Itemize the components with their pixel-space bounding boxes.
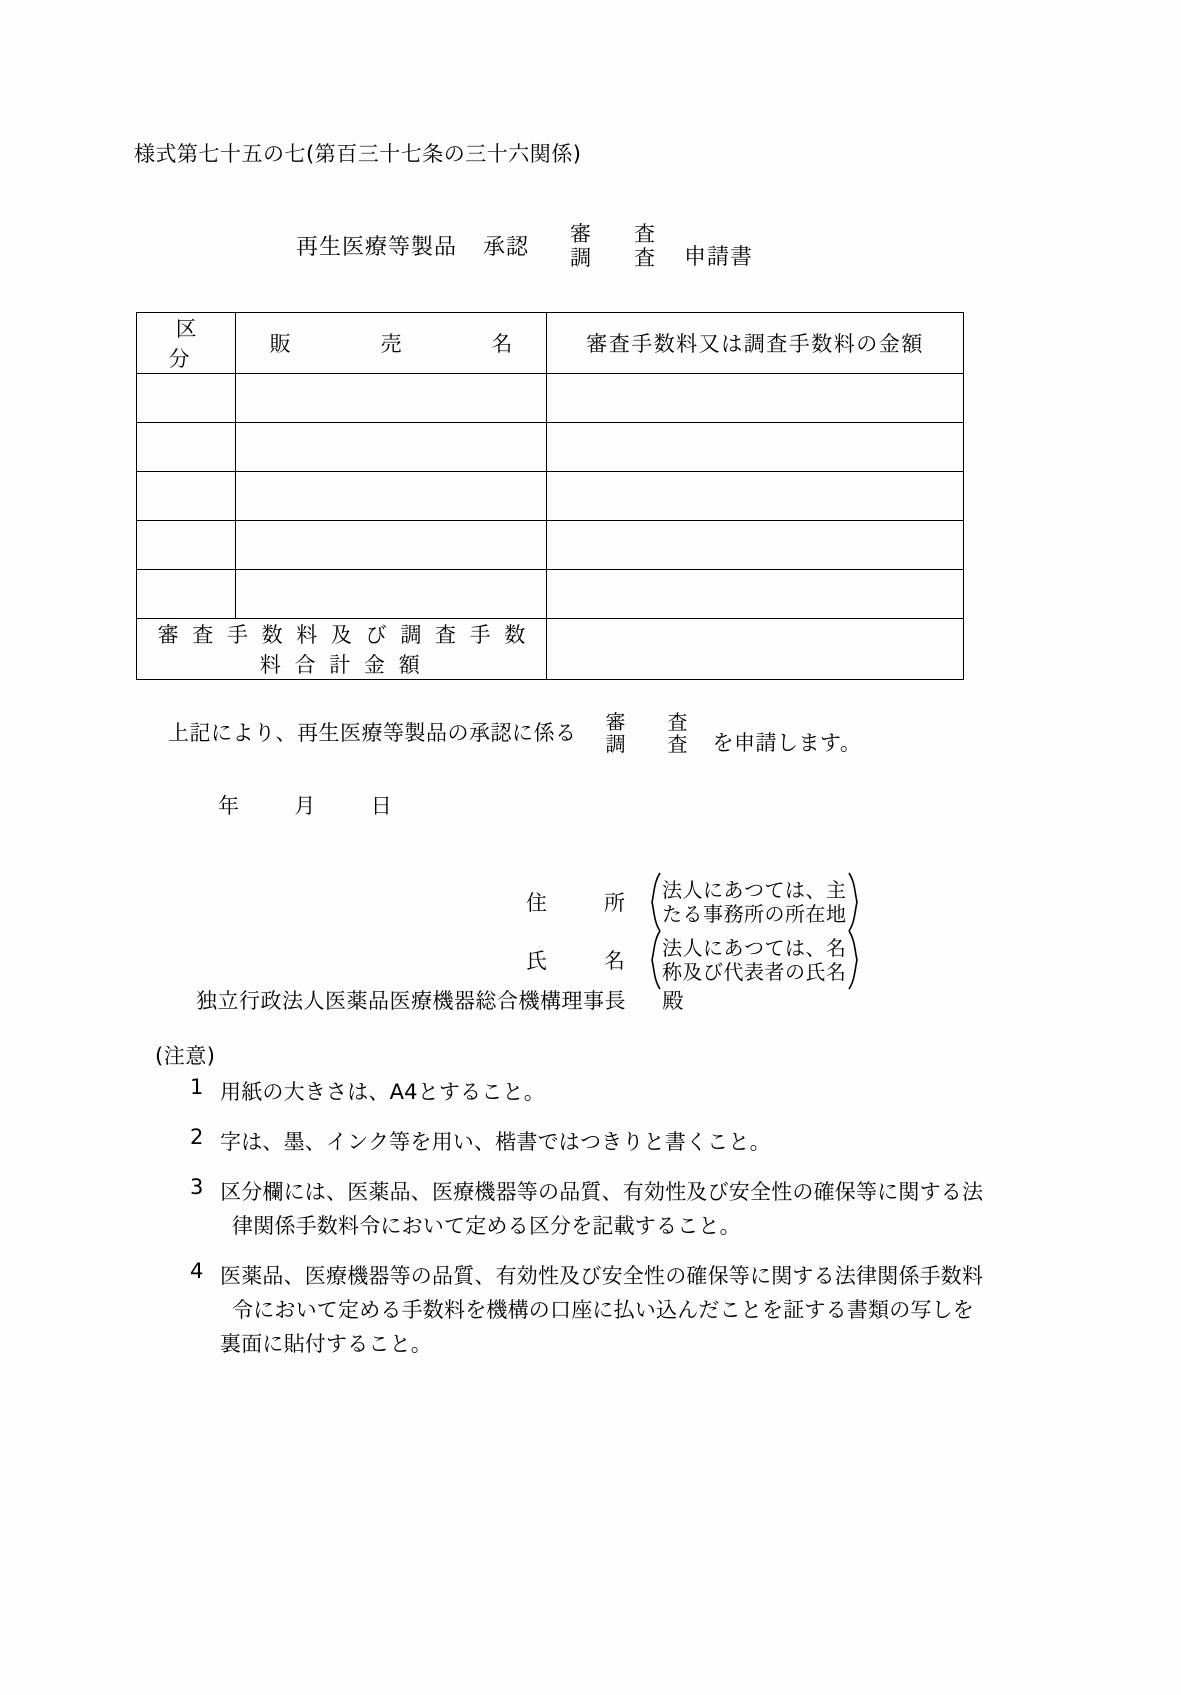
list-item bbox=[190, 1125, 990, 1159]
total-value[interactable] bbox=[547, 619, 964, 680]
statement-tail: を申請します。 bbox=[712, 731, 862, 756]
addressee-honorific: 殿 bbox=[662, 989, 684, 1013]
note-text-wrap bbox=[220, 1175, 983, 1243]
table-row bbox=[137, 423, 964, 472]
address-note-lines bbox=[662, 872, 847, 932]
address-note-line-2: たる事務所の所在地 bbox=[662, 902, 847, 926]
form-number: 様式第七十五の七(第百三十七条の三十六関係) bbox=[134, 142, 582, 166]
header-kubun: 区 分 bbox=[137, 313, 236, 374]
table-row bbox=[137, 374, 964, 423]
date-year: 年 bbox=[218, 794, 241, 818]
header-hanbai: 販 売 名 bbox=[236, 313, 547, 374]
fee-table-head bbox=[137, 313, 964, 374]
name-note-line-2: 称及び代表者の氏名 bbox=[662, 960, 847, 984]
statement-lead: 上記により、再生医療等製品の承認に係る bbox=[168, 721, 577, 746]
left-brace-icon bbox=[649, 930, 662, 990]
fee-table-header-row bbox=[137, 313, 964, 374]
cell-kubun[interactable] bbox=[137, 423, 236, 472]
table-row bbox=[137, 472, 964, 521]
cell-hanbai[interactable] bbox=[236, 570, 547, 619]
cell-hanbai[interactable] bbox=[236, 472, 547, 521]
address-note-group bbox=[649, 872, 860, 932]
addressee-line bbox=[196, 985, 684, 1015]
cell-kingaku[interactable] bbox=[547, 521, 964, 570]
note-number: 2 bbox=[190, 1125, 204, 1150]
title-review-top: 審 査 bbox=[570, 222, 667, 246]
address-note-line-1: 法人にあつては、主 bbox=[662, 877, 847, 902]
notes-heading: (注意) bbox=[155, 1044, 216, 1068]
note-text: 用紙の大きさは、A4とすること。 bbox=[220, 1080, 545, 1104]
table-row bbox=[137, 521, 964, 570]
note-text: 字は、墨、インク等を用い、楷書ではつきりと書くこと。 bbox=[220, 1130, 771, 1155]
title-product: 再生医療等製品 bbox=[296, 235, 458, 261]
cell-hanbai[interactable] bbox=[236, 374, 547, 423]
right-brace-icon bbox=[847, 930, 860, 990]
date-month: 月 bbox=[294, 794, 318, 818]
title-approval: 承認 bbox=[483, 235, 530, 261]
list-item bbox=[190, 1175, 990, 1243]
right-brace-icon bbox=[847, 872, 860, 932]
title-review-stack bbox=[559, 223, 666, 270]
cell-hanbai[interactable] bbox=[236, 423, 547, 472]
cell-kubun[interactable] bbox=[137, 570, 236, 619]
note-text-wrap bbox=[220, 1259, 990, 1361]
statement-review-top: 審 査 bbox=[605, 710, 699, 734]
name-note-group bbox=[649, 930, 860, 990]
addressee-organization: 独立行政法人医薬品医療機器総合機構理事長 bbox=[196, 989, 626, 1013]
header-kingaku: 審査手数料又は調査手数料の金額 bbox=[547, 313, 964, 374]
name-label: 氏 名 bbox=[526, 949, 643, 973]
table-total-row bbox=[137, 619, 964, 680]
date-day: 日 bbox=[370, 794, 394, 818]
list-item bbox=[190, 1075, 990, 1109]
cell-kubun[interactable] bbox=[137, 472, 236, 521]
total-label: 審 査 手 数 料 及 び 調 査 手 数 料 合 計 金 額 bbox=[137, 619, 547, 680]
list-item bbox=[190, 1259, 990, 1361]
name-field bbox=[508, 930, 860, 990]
cell-kingaku[interactable] bbox=[547, 472, 964, 521]
note-text-continuation: 律関係手数料令において定める区分を記載すること。 bbox=[232, 1214, 741, 1239]
title-suffix: 申請書 bbox=[684, 245, 754, 271]
statement-review-stack bbox=[595, 711, 699, 756]
address-field bbox=[508, 872, 860, 932]
note-text: 区分欄には、医薬品、医療機器等の品質、有効性及び安全性の確保等に関する法 bbox=[220, 1180, 984, 1205]
notes-list bbox=[190, 1075, 990, 1377]
note-number: 3 bbox=[190, 1175, 204, 1200]
cell-kubun[interactable] bbox=[137, 521, 236, 570]
note-number: 1 bbox=[190, 1075, 204, 1099]
title-review-bottom: 調 査 bbox=[570, 245, 667, 270]
cell-kingaku[interactable] bbox=[547, 374, 964, 423]
date-line[interactable] bbox=[218, 790, 394, 820]
cell-kubun[interactable] bbox=[137, 374, 236, 423]
document-title bbox=[296, 222, 753, 269]
name-note-line-1: 法人にあつては、名 bbox=[662, 935, 847, 960]
cell-kingaku[interactable] bbox=[547, 423, 964, 472]
cell-hanbai[interactable] bbox=[236, 521, 547, 570]
note-number: 4 bbox=[190, 1259, 204, 1284]
address-label: 住 所 bbox=[526, 891, 643, 915]
application-statement bbox=[168, 710, 861, 755]
fee-table-body bbox=[137, 374, 964, 680]
statement-review-bottom: 調 査 bbox=[605, 732, 699, 757]
fee-table bbox=[136, 312, 964, 680]
note-text: 医薬品、医療機器等の品質、有効性及び安全性の確保等に関する法律関係手数料 bbox=[220, 1264, 984, 1289]
note-text-continuation: 令において定める手数料を機構の口座に払い込んだことを証する書類の写しを裏面に貼付すること。 bbox=[220, 1298, 974, 1357]
table-row bbox=[137, 570, 964, 619]
name-note-lines bbox=[662, 930, 847, 990]
left-brace-icon bbox=[649, 872, 662, 932]
cell-kingaku[interactable] bbox=[547, 570, 964, 619]
